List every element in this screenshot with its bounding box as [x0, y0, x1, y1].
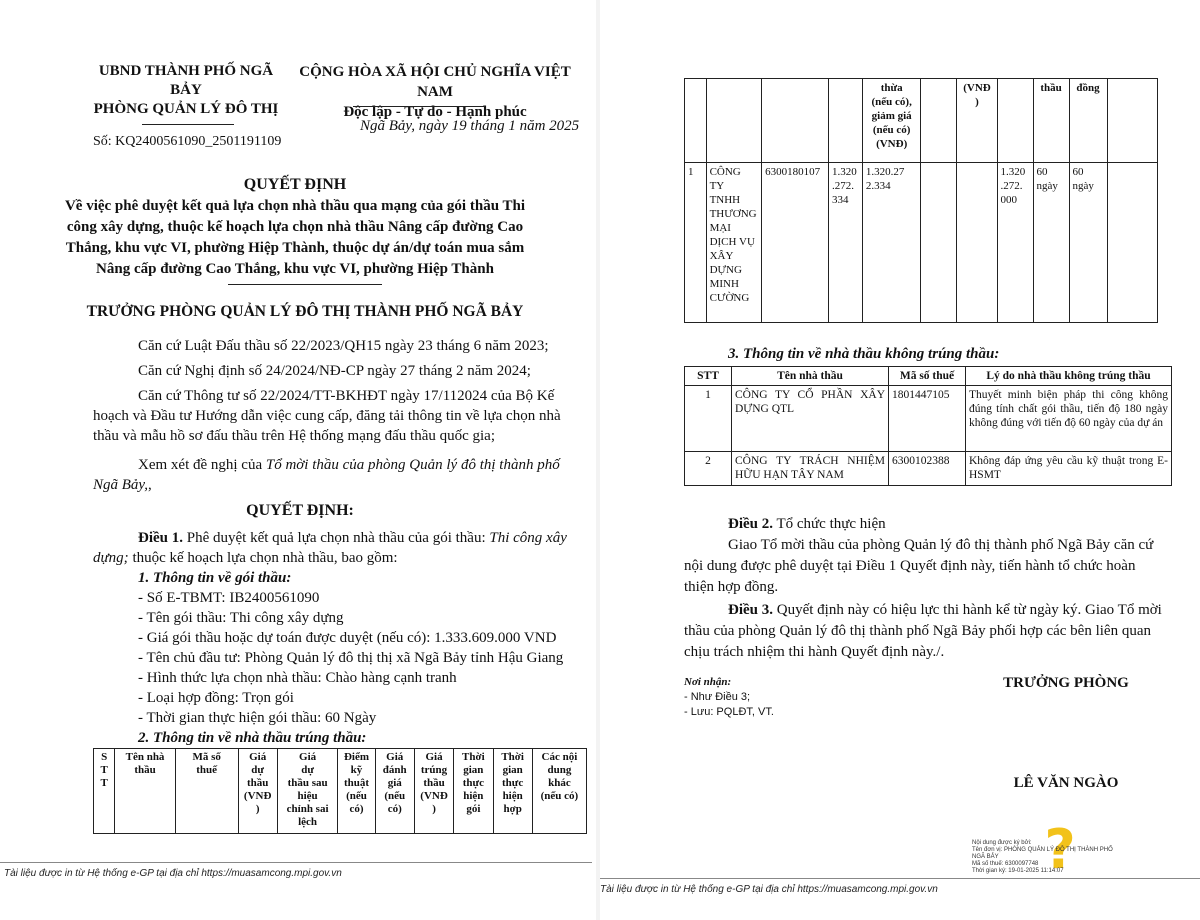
winner-award-price: 1.320 .272. 000: [997, 163, 1033, 323]
article-3-label: Điều 3.: [728, 602, 773, 618]
table-row: [685, 163, 1158, 323]
section-1-heading: 1. Thông tin về gói thầu:: [138, 570, 292, 586]
winner-eval-price: [957, 163, 997, 323]
table-header-row: [685, 79, 1158, 163]
loser-name: CÔNG TY TRÁCH NHIỆM HỮU HẠN TÂY NAM: [732, 452, 889, 486]
header-cell: [828, 79, 862, 163]
subject-line: công xây dựng, thuộc kế hoạch lựa chọn nhà thầu Nâng cấp đường Cao: [66, 219, 524, 235]
bid-info-item: - Tên gói thầu: Thi công xây dựng: [138, 610, 344, 626]
article-2-label: Điều 2.: [728, 516, 773, 532]
header-cell: Giá dự thầu sau hiệu chỉnh sai lệch: [277, 749, 338, 834]
article-2-line: Giao Tổ mời thầu của phòng Quản lý đô thị thành phố Ngã Bảy căn cứ: [728, 537, 1154, 553]
motto-underline: [353, 106, 485, 107]
header-cell: S T T: [94, 749, 115, 834]
page-footer: Tài liệu được in từ Hệ thống e-GP tại địa chỉ https://muasamcong.mpi.gov.vn: [4, 868, 342, 879]
subject-line: Về việc phê duyệt kết quả lựa chọn nhà thầu qua mạng của gói thầu Thi: [64, 198, 526, 214]
header-cell: [1107, 79, 1157, 163]
bid-info-item: - Số E-TBMT: IB2400561090: [138, 590, 320, 606]
consideration: [93, 455, 581, 495]
article-1: [93, 528, 581, 568]
left-page: [0, 0, 596, 920]
header-cell: Mã số thuế: [175, 749, 238, 834]
header-cell: [997, 79, 1033, 163]
article-1-rest: thuộc kế hoạch lựa chọn nhà thầu, bao gồm:: [128, 550, 398, 566]
stamp-line: Thời gian ký: 19-01-2025 11:14:07: [972, 868, 1064, 874]
document-subject: [40, 196, 550, 280]
header-cell: [706, 79, 762, 163]
article-2-heading: [728, 514, 886, 534]
article-2-line: thiện hợp đồng.: [684, 579, 779, 595]
header-cell: Giá trúng thầu (VNĐ ): [414, 749, 453, 834]
footer-divider: [600, 878, 1200, 879]
legal-basis-3-line: Căn cứ Thông tư số 22/2024/TT-BKHĐT ngày 17/112024 của Bộ Kế: [138, 388, 555, 404]
right-page: [600, 0, 1200, 920]
issuer-line2: BẢY: [170, 82, 202, 98]
section-3-heading: 3. Thông tin về nhà thầu không trúng thầu:: [728, 346, 1000, 362]
article-2-body: [684, 535, 1172, 598]
header-cell: [685, 79, 707, 163]
document-title: QUYẾT ĐỊNH: [243, 176, 347, 193]
article-1-italic: dựng;: [93, 550, 129, 566]
consideration-suffix: ,: [148, 477, 152, 493]
header-cell: Các nội dung khác (nếu có): [532, 749, 586, 834]
subject-line: Thắng, khu vực VI, phường Hiệp Thành, thuộc dự án/dự toán mua sắm: [65, 240, 525, 256]
consideration-prefix: Xem xét đề nghị của: [138, 457, 266, 473]
winner-table-header: [93, 748, 587, 834]
header-cell: thầu: [1033, 79, 1069, 163]
header-cell: Lý do nhà thầu không trúng thầu: [966, 367, 1172, 386]
signature-status-icon: ?: [1044, 818, 1076, 881]
loser-stt: 1: [685, 386, 732, 452]
issuer-block: [70, 62, 302, 119]
consideration-italic: Tổ mời thầu của phòng Quản lý đô thị thành phố: [265, 457, 560, 473]
header-cell: Tên nhà thầu: [732, 367, 889, 386]
header-cell: STT: [685, 367, 732, 386]
header-cell: Giá dự thầu (VNĐ ): [238, 749, 277, 834]
stamp-line: Tên đơn vị: PHÒNG QUẢN LÝ ĐÔ THỊ THÀNH PHỐ: [972, 847, 1113, 853]
bid-info-item: - Loại hợp đồng: Trọn gói: [138, 690, 294, 706]
loser-reason: Thuyết minh biện pháp thi công không đúng tính chất gói thầu, tiến độ 180 ngày không đúng với tiến độ 60 ngày của dự án: [966, 386, 1172, 452]
article-1-italic: Thi công xây: [489, 530, 567, 546]
article-2-line: nội dung được phê duyệt tại Điều 1 Quyết định này, tiến hành tổ chức hoàn: [684, 558, 1136, 574]
page-footer: Tài liệu được in từ Hệ thống e-GP tại địa chỉ https://muasamcong.mpi.gov.vn: [600, 884, 938, 895]
winner-stt: 1: [685, 163, 707, 323]
recipient-item: - Lưu: PQLĐT, VT.: [684, 706, 774, 718]
header-cell: Giá đánh giá (nếu có): [375, 749, 414, 834]
winner-package-time: 60 ngày: [1033, 163, 1069, 323]
subject-line: Nâng cấp đường Cao Thắng, khu vực VI, phường Hiệp Thành: [96, 261, 494, 277]
header-cell: Điểm kỹ thuật (nếu có): [338, 749, 375, 834]
header-cell: thừa (nếu có), giảm giá (nếu có) (VNĐ): [862, 79, 921, 163]
digital-signature-stamp: [972, 840, 1152, 875]
issuer-line1: UBND THÀNH PHỐ NGÃ: [98, 63, 274, 79]
stamp-line: Nội dung được ký bởi:: [972, 840, 1032, 846]
signer-name: LÊ VĂN NGÀO: [1013, 775, 1119, 791]
header-cell: Mã số thuế: [889, 367, 966, 386]
winner-table-continued: [684, 78, 1158, 323]
loser-tax-code: 1801447105: [889, 386, 966, 452]
winner-name: CÔNG TY TNHH THƯƠNG MẠI DỊCH VỤ XÂY DỰNG MINH CƯỜNG: [706, 163, 762, 323]
issuer-underline: [142, 124, 234, 125]
winner-bid-price: 1.320 .272. 334: [828, 163, 862, 323]
bid-info-item: - Giá gói thầu hoặc dự toán được duyệt (nếu có): 1.333.609.000 VND: [138, 630, 557, 646]
winner-adjusted-price: 1.320.27 2.334: [862, 163, 921, 323]
national-title: CỘNG HÒA XÃ HỘI CHỦ NGHĨA VIỆT NAM: [299, 64, 571, 100]
table-header-row: [94, 749, 587, 834]
footer-divider: [0, 862, 592, 863]
winner-contract-time: 60 ngày: [1069, 163, 1107, 323]
loser-name: CÔNG TY CỔ PHẦN XÂY DỰNG QTL: [732, 386, 889, 452]
legal-basis-1: Căn cứ Luật Đấu thầu số 22/2023/QH15 ngày 23 tháng 6 năm 2023;: [138, 338, 549, 354]
winner-other: [1107, 163, 1157, 323]
header-cell: Thời gian thực hiện gói: [454, 749, 493, 834]
subject-underline: [228, 284, 382, 285]
header-cell: đồng: [1069, 79, 1107, 163]
legal-basis-3-line: thầu và mẫu hồ sơ đấu thầu trên Hệ thống mạng đấu thầu quốc gia;: [93, 428, 495, 444]
winner-tax-code: 6300180107: [762, 163, 829, 323]
header-cell: Thời gian thực hiện hợp: [493, 749, 532, 834]
decision-heading: QUYẾT ĐỊNH:: [246, 502, 354, 519]
issuer-line3: PHÒNG QUẢN LÝ ĐÔ THỊ: [93, 101, 279, 117]
bid-info-item: - Thời gian thực hiện gói thầu: 60 Ngày: [138, 710, 377, 726]
legal-basis-3-line: hoạch và Đầu tư Hướng dẫn việc cung cấp, đăng tải thông tin về lựa chọn nhà: [93, 408, 561, 424]
header-cell: [762, 79, 829, 163]
article-3-line: thầu của phòng Quản lý đô thị thành phố Ngã Bảy phối hợp các bên liên quan: [684, 623, 1151, 639]
bid-info-item: - Tên chủ đầu tư: Phòng Quản lý đô thị thị xã Ngã Bảy tỉnh Hậu Giang: [138, 650, 564, 666]
header-cell: (VNĐ ): [957, 79, 997, 163]
article-1-text: Phê duyệt kết quả lựa chọn nhà thầu của gói thầu:: [183, 530, 490, 546]
recipients-label: Nơi nhận:: [684, 676, 732, 688]
table-row: [685, 452, 1172, 486]
header-cell: [921, 79, 957, 163]
table-header-row: [685, 367, 1172, 386]
national-motto: Độc lập - Tự do - Hạnh phúc: [343, 104, 527, 120]
recipient-item: - Như Điều 3;: [684, 691, 751, 703]
recipients-list: [684, 690, 774, 720]
signer-title: TRƯỞNG PHÒNG: [1003, 675, 1129, 691]
bid-info-item: - Hình thức lựa chọn nhà thầu: Chào hàng cạnh tranh: [138, 670, 457, 686]
article-3: [684, 600, 1184, 663]
losing-bidders-table: [684, 366, 1172, 486]
table-row: [685, 386, 1172, 452]
article-3-text: Quyết định này có hiệu lực thi hành kể từ ngày ký. Giao Tổ mời: [773, 602, 1162, 618]
stamp-line: NGÃ BẢY: [972, 854, 999, 860]
consideration-italic: Ngã Bảy,: [93, 477, 148, 493]
stamp-line: Mã số thuế: 6300097748: [972, 861, 1039, 867]
legal-basis-3: [93, 386, 581, 446]
loser-stt: 2: [685, 452, 732, 486]
winner-tech-score: [921, 163, 957, 323]
authority-heading: TRƯỞNG PHÒNG QUẢN LÝ ĐÔ THỊ THÀNH PHỐ NGÃ BẢY: [86, 303, 524, 320]
national-header: [282, 62, 588, 122]
document-number: Số: KQ2400561090_2501191109: [93, 134, 282, 149]
legal-basis-2: Căn cứ Nghị định số 24/2024/NĐ-CP ngày 27 tháng 2 năm 2024;: [138, 363, 531, 379]
article-1-label: Điều 1.: [138, 530, 183, 546]
header-cell: Tên nhà thầu: [115, 749, 176, 834]
loser-reason: Không đáp ứng yêu cầu kỹ thuật trong E-HSMT: [966, 452, 1172, 486]
section-2-heading: 2. Thông tin về nhà thầu trúng thầu:: [138, 730, 367, 746]
bid-info-list: [138, 588, 563, 728]
loser-tax-code: 6300102388: [889, 452, 966, 486]
article-3-line: chịu trách nhiệm thi hành Quyết định này./.: [684, 644, 945, 660]
article-2-text: Tổ chức thực hiện: [773, 516, 886, 532]
issue-date: Ngã Bảy, ngày 19 tháng 1 năm 2025: [360, 118, 580, 134]
